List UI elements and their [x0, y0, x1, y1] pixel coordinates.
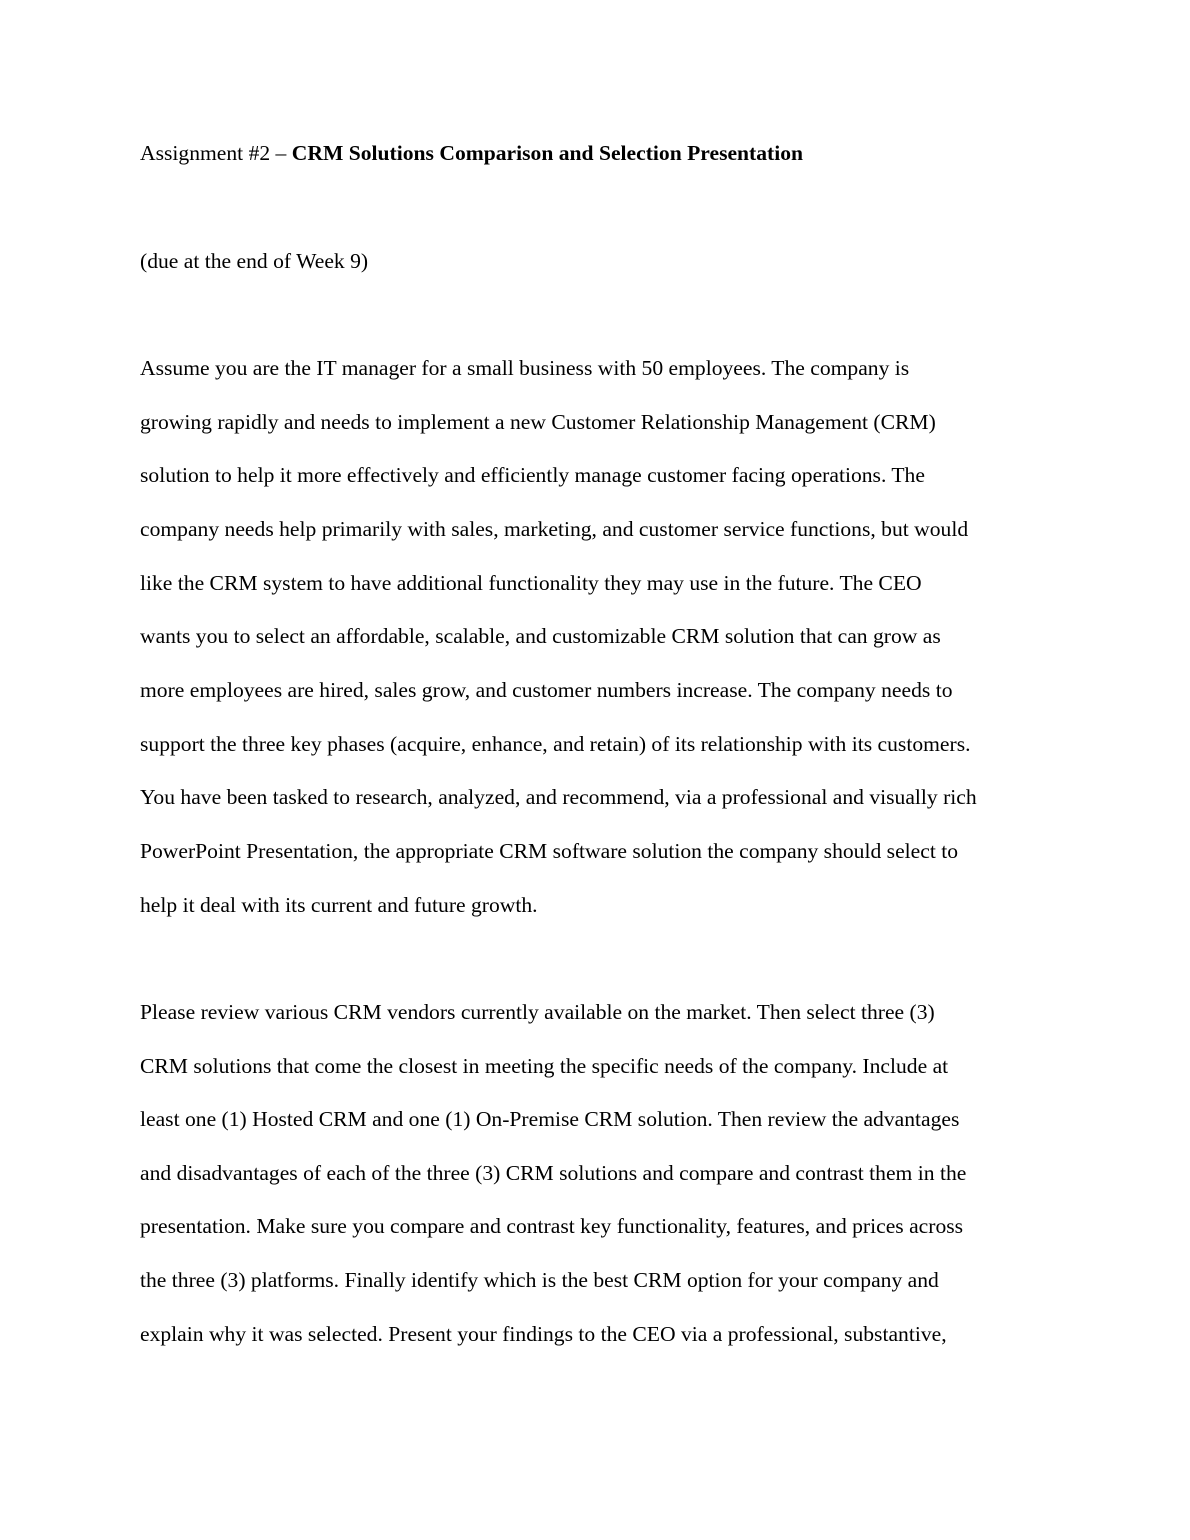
paragraph1-line: PowerPoint Presentation, the appropriate CRM software solution the company should select to: [140, 839, 959, 863]
paragraph2-line: presentation. Make sure you compare and contrast key functionality, features, and prices across: [140, 1214, 964, 1238]
assignment-title: [140, 140, 803, 166]
paragraph1-line: more employees are hired, sales grow, and customer numbers increase. The company needs to: [140, 678, 953, 702]
paragraph1-line: growing rapidly and needs to implement a new Customer Relationship Management (CRM): [140, 410, 936, 434]
paragraph1-line: You have been tasked to research, analyzed, and recommend, via a professional and visually rich: [140, 785, 977, 809]
title-bold: CRM Solutions Comparison and Selection Presentation: [291, 141, 804, 165]
paragraph1-line: company needs help primarily with sales, marketing, and customer service functions, but would: [140, 517, 969, 541]
paragraph2-line: the three (3) platforms. Finally identify which is the best CRM option for your company and: [140, 1268, 939, 1292]
paragraph2-line: Please review various CRM vendors currently available on the market. Then select three (3): [140, 1000, 935, 1024]
paragraph1-line: wants you to select an affordable, scalable, and customizable CRM solution that can grow as: [140, 624, 941, 648]
paragraph2-line: least one (1) Hosted CRM and one (1) On-Premise CRM solution. Then review the advantages: [140, 1107, 960, 1131]
due-date-line: (due at the end of Week 9): [140, 249, 369, 273]
title-prefix: Assignment #2 –: [140, 141, 292, 165]
paragraph1-line: support the three key phases (acquire, enhance, and retain) of its relationship with its customers.: [140, 732, 971, 756]
paragraph1-line: solution to help it more effectively and efficiently manage customer facing operations. The: [140, 463, 925, 487]
paragraph2-line: explain why it was selected. Present your findings to the CEO via a professional, substantive,: [140, 1322, 947, 1346]
paragraph2-line: and disadvantages of each of the three (3) CRM solutions and compare and contrast them in the: [140, 1161, 967, 1185]
paragraph1-line: like the CRM system to have additional functionality they may use in the future. The CEO: [140, 571, 922, 595]
paragraph1-line: Assume you are the IT manager for a small business with 50 employees. The company is: [140, 356, 910, 380]
paragraph1-line: help it deal with its current and future growth.: [140, 893, 538, 917]
paragraph2-line: CRM solutions that come the closest in meeting the specific needs of the company. Include at: [140, 1054, 949, 1078]
